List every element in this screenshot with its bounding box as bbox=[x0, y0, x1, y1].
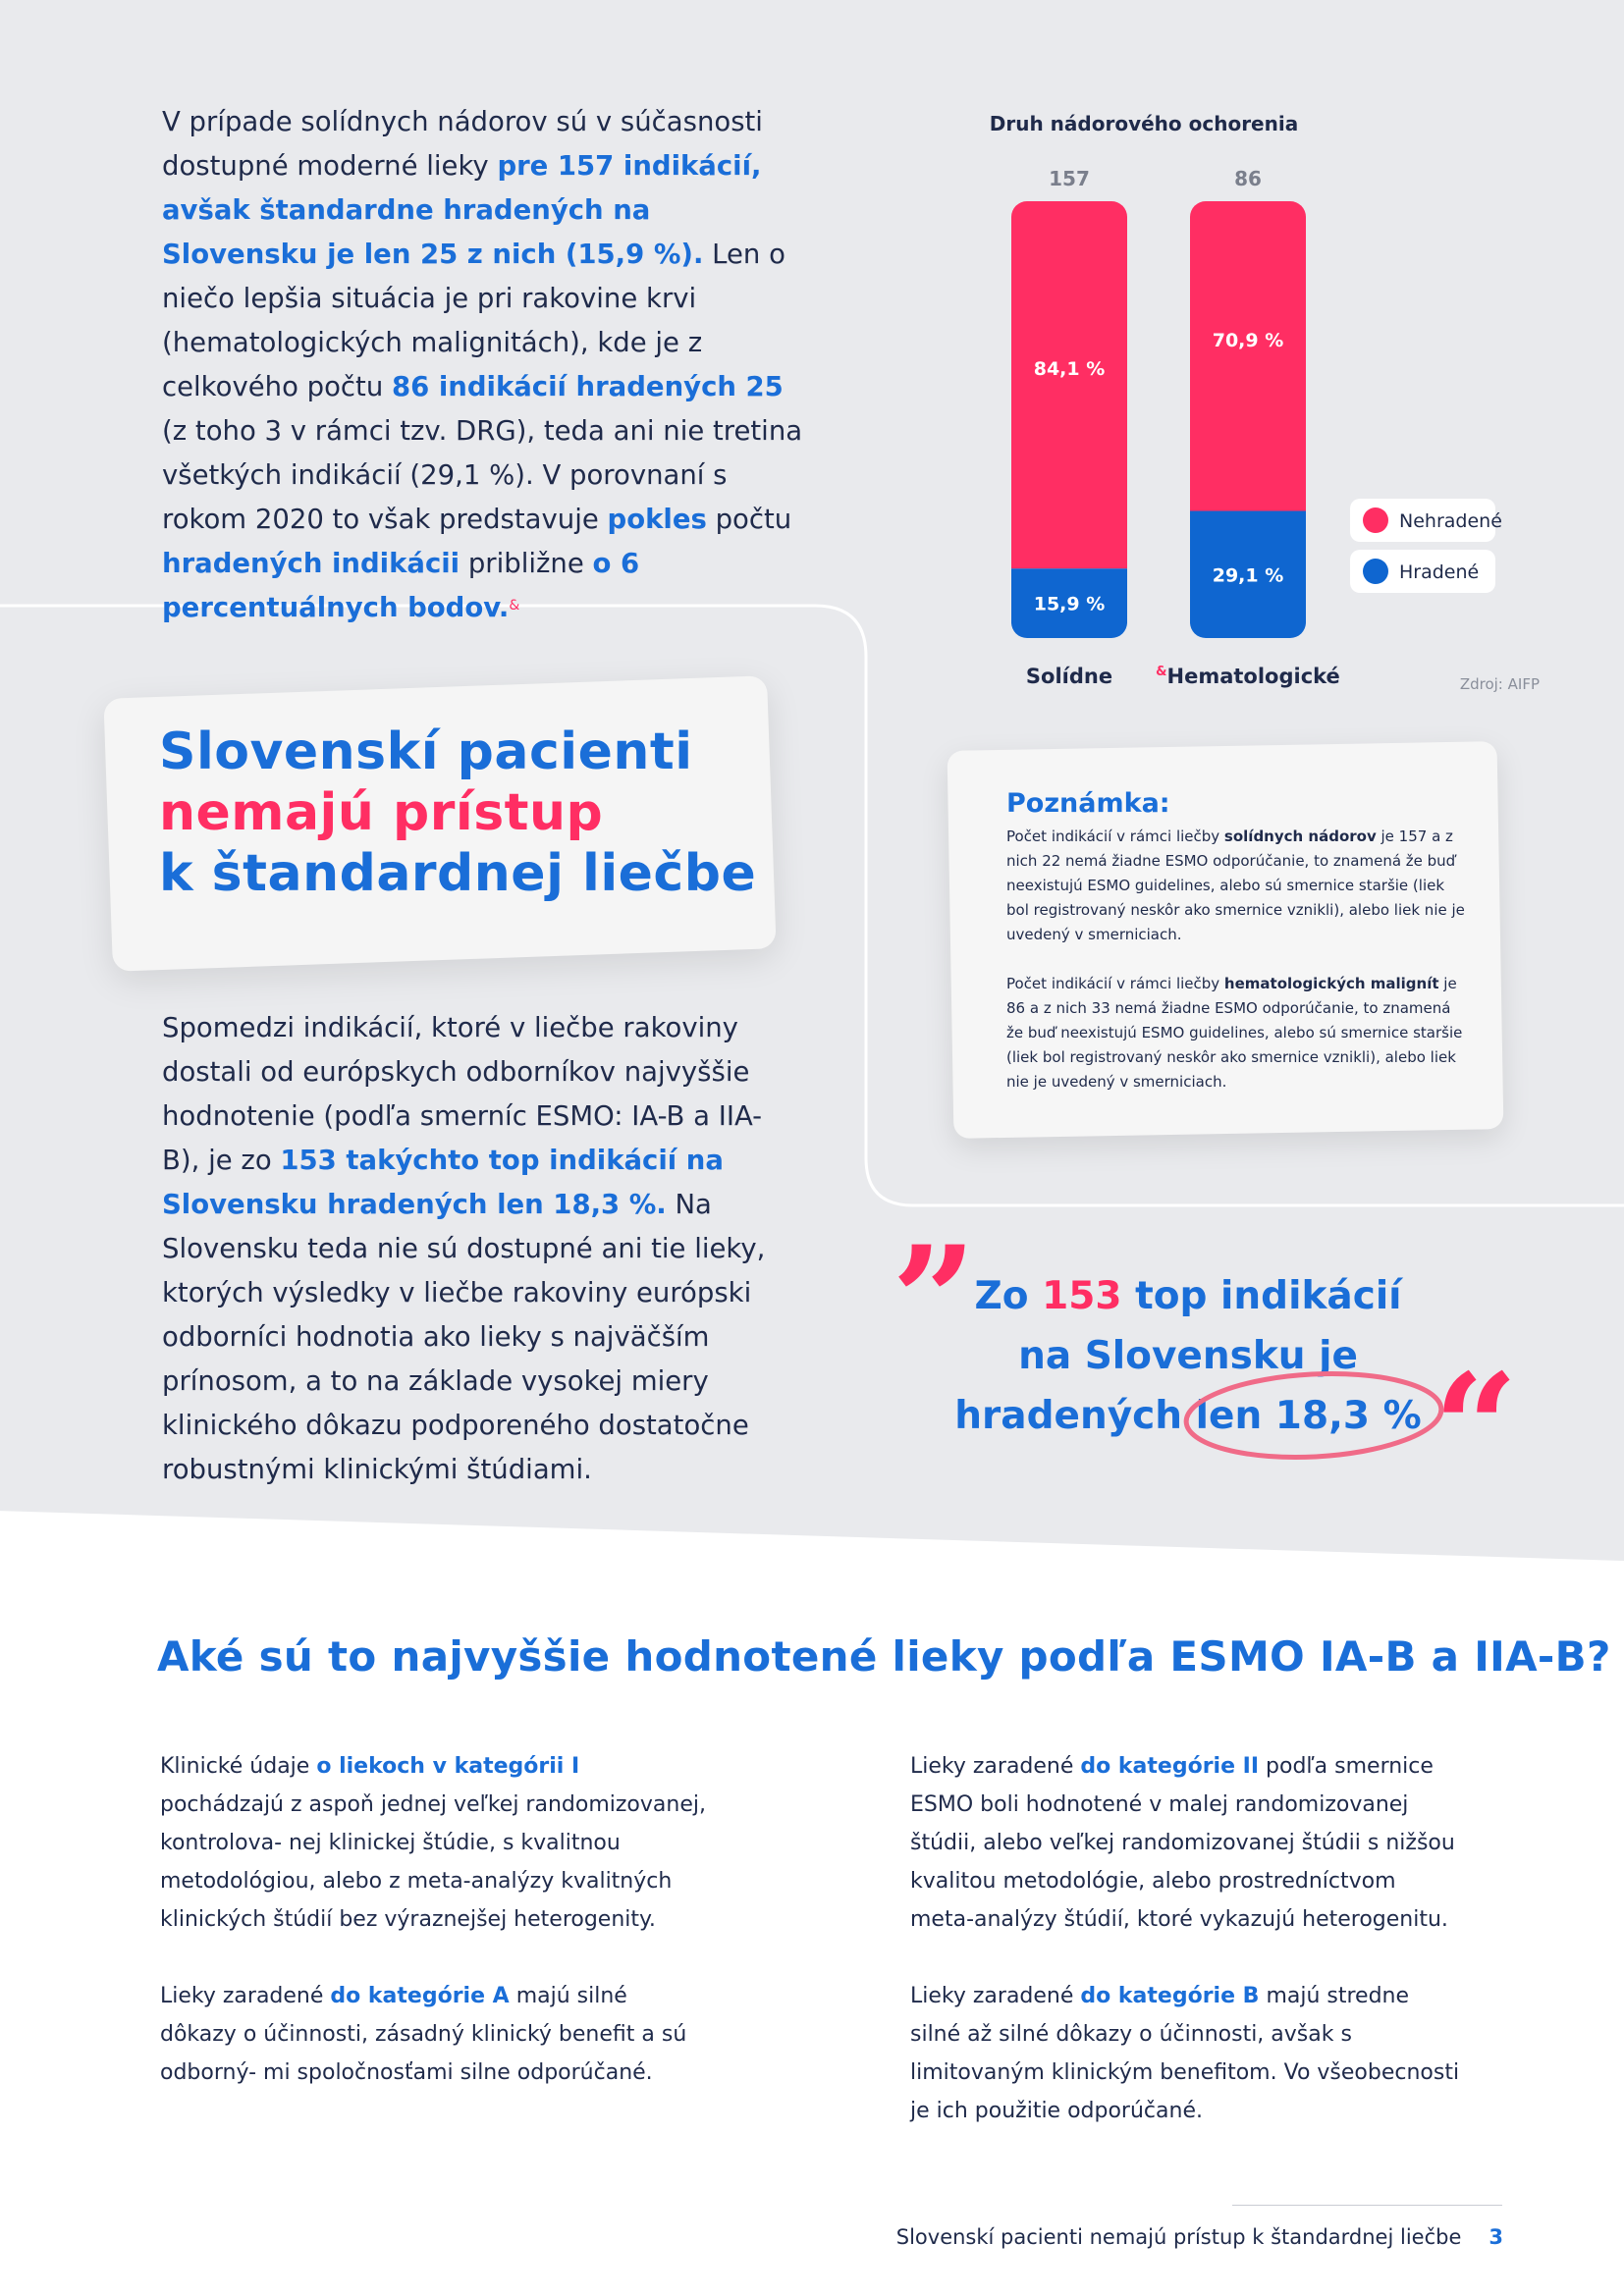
close-quote-icon: “ bbox=[1434, 1342, 1519, 1515]
indications-paragraph: Spomedzi indikácií, ktoré v liečbe rakoviny dostali od európskych odborníkov najvyššie hodnotenie (podľa smerníc ESMO: IA-B a IIA-B), je zo 153 takýchto top indikácií na Slovensku hradených len 18,3 %. Na Slovensku teda nie sú dostupné ani tie lieky, ktorých výsledky v liečbe rakoviny európski odborníci hodnotia ako lieky s najväčším prínosom, a to na základe vysokej miery klinického dôkazu podporeného dostatočne robustnými klinickými štúdiami. bbox=[162, 1012, 766, 1485]
heading-line-1: Slovenskí pacienti bbox=[159, 722, 693, 781]
category-ii-text: Lieky zaradené do kategórie II podľa smernice ESMO boli hodnotené v malej randomizovanej štúdii, alebo veľkej randomizovanej štúdii s nižšou kvalitou metodológie, alebo prostredníctvom meta-analýzy štúdií, ktoré vykazujú heterogenitu. bbox=[910, 1754, 1455, 1932]
category-b-text: Lieky zaradené do kategórie B majú stredne silné až silné dôkazy o účinnosti, avšak s limitovaným klinickým benefitom. Vo všeobecnosti je ich použitie odporúčané. bbox=[910, 1984, 1460, 2123]
bar-paid-label: 15,9 % bbox=[1033, 593, 1106, 615]
note-paragraph-2: Počet indikácií v rámci liečby hematologických malignít je 86 a z nich 33 nemá žiadne ESMO odporúčanie, to znamená že buď neexistujú ESMO guidelines, alebo sú smernice staršie (liek bol registrovaný neskôr ako smernice vznikli), alebo liek nie je uvedený v smerniciach. bbox=[1006, 975, 1463, 1091]
bar-paid-label: 29,1 % bbox=[1212, 564, 1284, 587]
category-i-text: Klinické údaje o liekoch v kategórii I pochádzajú z aspoň jednej veľkej randomizovanej, kontrolova- nej klinickej štúdie, s kvalitnou metodológiou, alebo z meta-analýzy kvalitných klinických štúdií bez výraznejšej heterogenity. bbox=[160, 1754, 706, 1932]
page-footer bbox=[896, 2225, 1503, 2249]
footer-divider bbox=[1232, 2205, 1502, 2206]
stacked-bar-chart bbox=[972, 157, 1561, 707]
heading-line-2: nemajú prístup bbox=[159, 783, 604, 842]
bar-unpaid bbox=[1011, 201, 1127, 568]
right-column bbox=[910, 1747, 1460, 2130]
legend-swatch bbox=[1363, 507, 1388, 533]
bar-total-label: 86 bbox=[1234, 167, 1262, 190]
intro-paragraph: V prípade solídnych nádorov sú v súčasnosti dostupné moderné lieky pre 157 indikácií, avšak štandardne hradených na Slovensku je len 25 z nich (15,9 %). Len o niečo lepšia situácia je pri rakovine krvi (hematologických malignitách), kde je z celkového počtu 86 indikácií hradených 25 (z toho 3 v rámci tzv. DRG), teda ani nie tretina všetkých indikácií (29,1 %). V porovnaní s rokom 2020 to však predstavuje pokles počtu hradených indikácii približne o 6 percentuálnych bodov.& bbox=[162, 106, 803, 623]
bar-unpaid-label: 84,1 % bbox=[1033, 358, 1106, 381]
legend-label: Hradené bbox=[1399, 561, 1480, 583]
category-label: Solídne bbox=[1025, 665, 1113, 688]
section-2-title: Aké sú to najvyššie hodnotené lieky podľa ESMO IA-B a IIA-B? bbox=[157, 1632, 1611, 1681]
note-title: Poznámka: bbox=[1006, 788, 1170, 819]
note-text bbox=[1006, 825, 1468, 1095]
legend-swatch bbox=[1363, 559, 1388, 584]
note-paragraph-1: Počet indikácií v rámci liečby solídnych nádorov je 157 a z nich 22 nemá žiadne ESMO odporúčanie, to znamená že buď neexistujú ESMO guidelines, alebo sú smernice staršie (liek bol registrovaný neskôr ako smernice vznikli), alebo liek nie je uvedený v smerniciach. bbox=[1006, 828, 1465, 943]
category-label: &Hematologické bbox=[1156, 665, 1340, 688]
category-a-text: Lieky zaradené do kategórie A majú silné dôkazy o účinnosti, zásadný klinický benefit a sú odborný- mi spoločnosťami silne odporúčané. bbox=[160, 1984, 687, 2085]
chart-source: Zdroj: AIFP bbox=[1459, 675, 1540, 693]
left-column bbox=[160, 1747, 710, 2092]
legend-label: Nehradené bbox=[1399, 510, 1502, 532]
pull-quote: Zo 153 top indikácií na Slovensku je hradených len 18,3 % bbox=[954, 1274, 1422, 1438]
highlight-ellipse bbox=[1178, 1364, 1453, 1472]
section-heading bbox=[159, 721, 756, 904]
open-quote-icon: ” bbox=[892, 1214, 977, 1387]
bar-unpaid bbox=[1190, 201, 1306, 511]
bar-total-label: 157 bbox=[1049, 167, 1090, 190]
bar-group bbox=[1011, 201, 1127, 638]
bar-unpaid-label: 70,9 % bbox=[1212, 329, 1284, 351]
chart-title: Druh nádorového ochorenia bbox=[989, 112, 1299, 135]
heading-line-3: k štandardnej liečbe bbox=[159, 844, 757, 903]
footer-title: Slovenskí pacienti nemajú prístup k štandardnej liečbe bbox=[895, 2225, 1462, 2249]
page-number: 3 bbox=[1489, 2225, 1503, 2249]
